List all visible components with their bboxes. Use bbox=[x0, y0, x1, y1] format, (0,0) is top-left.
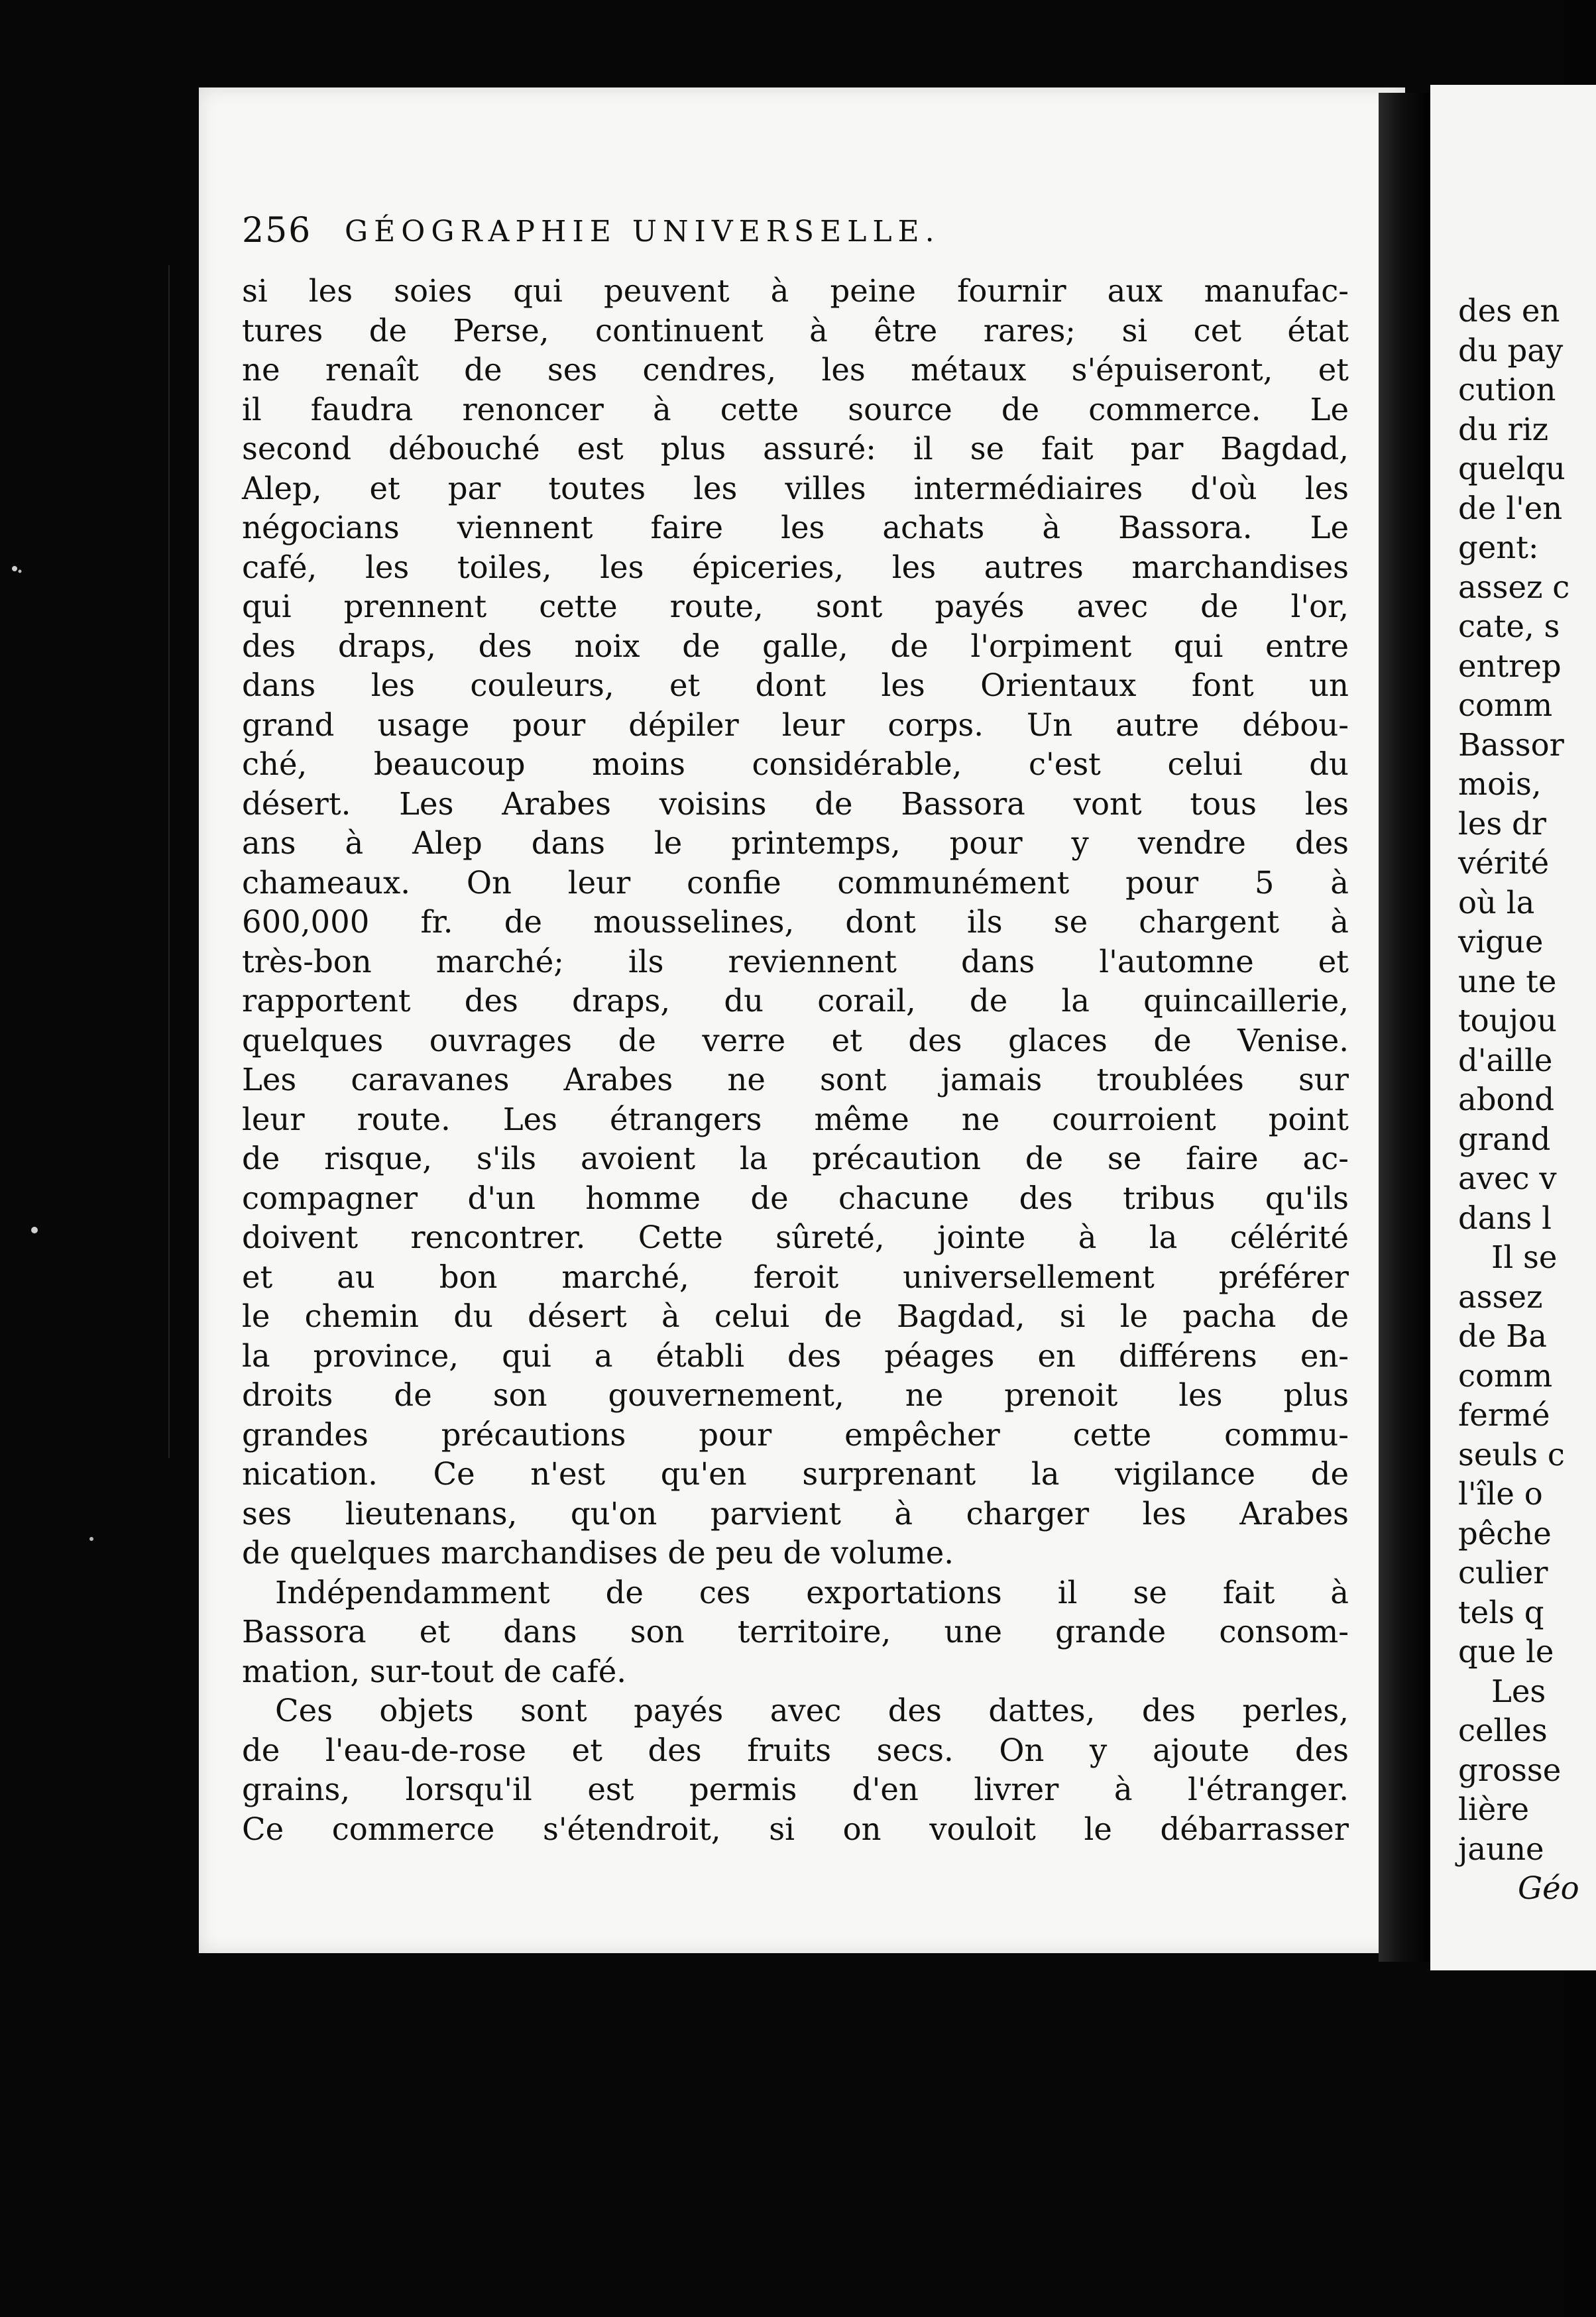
text-line: que le bbox=[1458, 1634, 1554, 1669]
text-line: quelques ouvrages de verre et des glaces de Venise. bbox=[242, 1022, 1349, 1058]
text-line: compagner d'un homme de chacune des tribus qu'ils bbox=[242, 1180, 1349, 1216]
text-line: Il se bbox=[1491, 1239, 1558, 1275]
text-line: grandes précautions pour empêcher cette commu- bbox=[242, 1416, 1349, 1453]
text-line: pêche bbox=[1458, 1515, 1552, 1552]
text-line: seuls c bbox=[1458, 1436, 1565, 1473]
text-line: comm bbox=[1458, 687, 1553, 723]
text-line: où la bbox=[1458, 884, 1535, 921]
text-line: de l'eau-de-rose et des fruits secs. On y ajoute des bbox=[242, 1732, 1349, 1768]
text-line: de risque, s'ils avoient la précaution de se faire ac- bbox=[242, 1141, 1349, 1176]
text-line: nication. Ce n'est qu'en surprenant la vigilance de bbox=[242, 1456, 1349, 1492]
text-line: tures de Perse, continuent à être rares; si cet état bbox=[242, 312, 1349, 349]
text-line: les dr bbox=[1458, 805, 1547, 842]
text-line: chameaux. On leur confie communément pour 5 à bbox=[242, 864, 1349, 901]
text-line: une te bbox=[1458, 963, 1557, 999]
text-line: grand usage pour dépiler leur corps. Un autre débou- bbox=[242, 706, 1349, 743]
text-line: café, les toiles, les épiceries, les autres marchandises bbox=[242, 549, 1349, 585]
text-line: leur route. Les étrangers même ne courroient point bbox=[242, 1101, 1349, 1137]
text-line: d'aille bbox=[1458, 1042, 1553, 1078]
text-line: désert. Les Arabes voisins de Bassora vont tous les bbox=[242, 785, 1349, 822]
text-line: second débouché est plus assuré: il se fait par Bagdad, bbox=[242, 431, 1349, 467]
text-line: ses lieutenans, qu'on parvient à charger les Arabes bbox=[242, 1495, 1349, 1532]
text-line: très-bon marché; ils reviennent dans l'automne et bbox=[242, 943, 1349, 980]
text-line: du pay bbox=[1458, 332, 1564, 368]
text-line: cution bbox=[1458, 372, 1556, 408]
margin-specks bbox=[0, 0, 199, 2317]
text-line: dans les couleurs, et dont les Orientaux font un bbox=[242, 667, 1349, 703]
text-line: Bassora et dans son territoire, une grande consom- bbox=[242, 1614, 1349, 1650]
text-line: des en bbox=[1458, 293, 1560, 329]
text-line: ne renaît de ses cendres, les métaux s'épuiseront, et bbox=[242, 352, 1349, 388]
text-line: Ce commerce s'étendroit, si on vouloit le débarrasser bbox=[242, 1811, 1349, 1847]
text-line: ché, beaucoup moins considérable, c'est celui du bbox=[242, 746, 1349, 782]
text-line: Indépendamment de ces exportations il se fait à bbox=[275, 1574, 1349, 1611]
text-line: vigue bbox=[1458, 924, 1544, 960]
text-line: droits de son gouvernement, ne prenoit les plus bbox=[242, 1377, 1349, 1413]
text-line: grosse bbox=[1458, 1752, 1562, 1788]
text-line: celles bbox=[1458, 1713, 1548, 1748]
text-line: il faudra renoncer à cette source de commerce. Le bbox=[242, 391, 1349, 427]
text-line: Ces objets sont payés avec des dattes, des perles, bbox=[275, 1693, 1349, 1728]
page-number: 256 bbox=[242, 211, 312, 251]
text-line: entrep bbox=[1458, 648, 1562, 684]
text-line: avec v bbox=[1458, 1160, 1557, 1196]
text-line: Géo bbox=[1518, 1870, 1579, 1906]
text-line: négocians viennent faire les achats à Bassora. Le bbox=[242, 510, 1349, 545]
text-line: Les bbox=[1491, 1673, 1546, 1709]
text-line: quelqu bbox=[1458, 451, 1566, 486]
text-line: fermé bbox=[1458, 1397, 1550, 1433]
text-line: Bassor bbox=[1458, 726, 1564, 763]
text-line: tels q bbox=[1458, 1594, 1544, 1630]
text-line: et au bon marché, feroit universellement préférer bbox=[242, 1259, 1349, 1295]
text-line: cate, s bbox=[1458, 608, 1560, 644]
main-text-column bbox=[242, 272, 1349, 1849]
text-line: la province, qui a établi des péages en différens en- bbox=[242, 1337, 1349, 1374]
text-line: Alep, et par toutes les villes intermédiaires d'où les bbox=[242, 470, 1349, 506]
text-line: assez c bbox=[1458, 569, 1570, 605]
text-line: vérité bbox=[1458, 845, 1550, 881]
text-line: de quelques marchandises de peu de volume. bbox=[242, 1535, 954, 1571]
text-line: de Ba bbox=[1458, 1318, 1547, 1354]
text-line: dans l bbox=[1458, 1200, 1552, 1236]
text-line: du riz bbox=[1458, 411, 1549, 447]
text-line: mois, bbox=[1458, 766, 1542, 802]
text-line: culier bbox=[1458, 1555, 1548, 1591]
text-line: rapportent des draps, du corail, de la quincaillerie, bbox=[242, 983, 1349, 1019]
text-line: 600,000 fr. de mousselines, dont ils se chargent à bbox=[242, 904, 1349, 940]
text-line: jaune bbox=[1458, 1831, 1544, 1867]
text-line: qui prennent cette route, sont payés avec de l'or, bbox=[242, 589, 1349, 624]
text-line: le chemin du désert à celui de Bagdad, si le pacha de bbox=[242, 1298, 1349, 1334]
text-line: comm bbox=[1458, 1357, 1553, 1394]
text-line: doivent rencontrer. Cette sûreté, jointe à la célérité bbox=[242, 1219, 1349, 1255]
text-line: toujou bbox=[1458, 1003, 1557, 1039]
text-line: abond bbox=[1458, 1082, 1555, 1117]
text-line: Les caravanes Arabes ne sont jamais troublées sur bbox=[242, 1062, 1349, 1098]
text-line: mation, sur-tout de café. bbox=[242, 1653, 627, 1689]
text-line: lière bbox=[1458, 1791, 1530, 1827]
text-line: grand bbox=[1458, 1121, 1551, 1157]
text-line: de l'en bbox=[1458, 490, 1563, 526]
right-page-text-fragment bbox=[1458, 292, 1591, 1909]
text-line: grains, lorsqu'il est permis d'en livrer à l'étranger. bbox=[242, 1772, 1349, 1807]
page-header bbox=[242, 211, 1223, 270]
text-line: si les soies qui peuvent à peine fournir aux manufac- bbox=[242, 273, 1349, 309]
text-line: l'île o bbox=[1458, 1476, 1543, 1512]
book-gutter bbox=[1379, 93, 1432, 1962]
running-title: GÉOGRAPHIE UNIVERSELLE. bbox=[345, 215, 940, 249]
text-line: ans à Alep dans le printemps, pour y vendre des bbox=[242, 825, 1349, 861]
text-line: assez bbox=[1458, 1278, 1543, 1315]
text-line: des draps, des noix de galle, de l'orpiment qui entre bbox=[242, 628, 1349, 664]
text-line: gent: bbox=[1458, 530, 1539, 565]
